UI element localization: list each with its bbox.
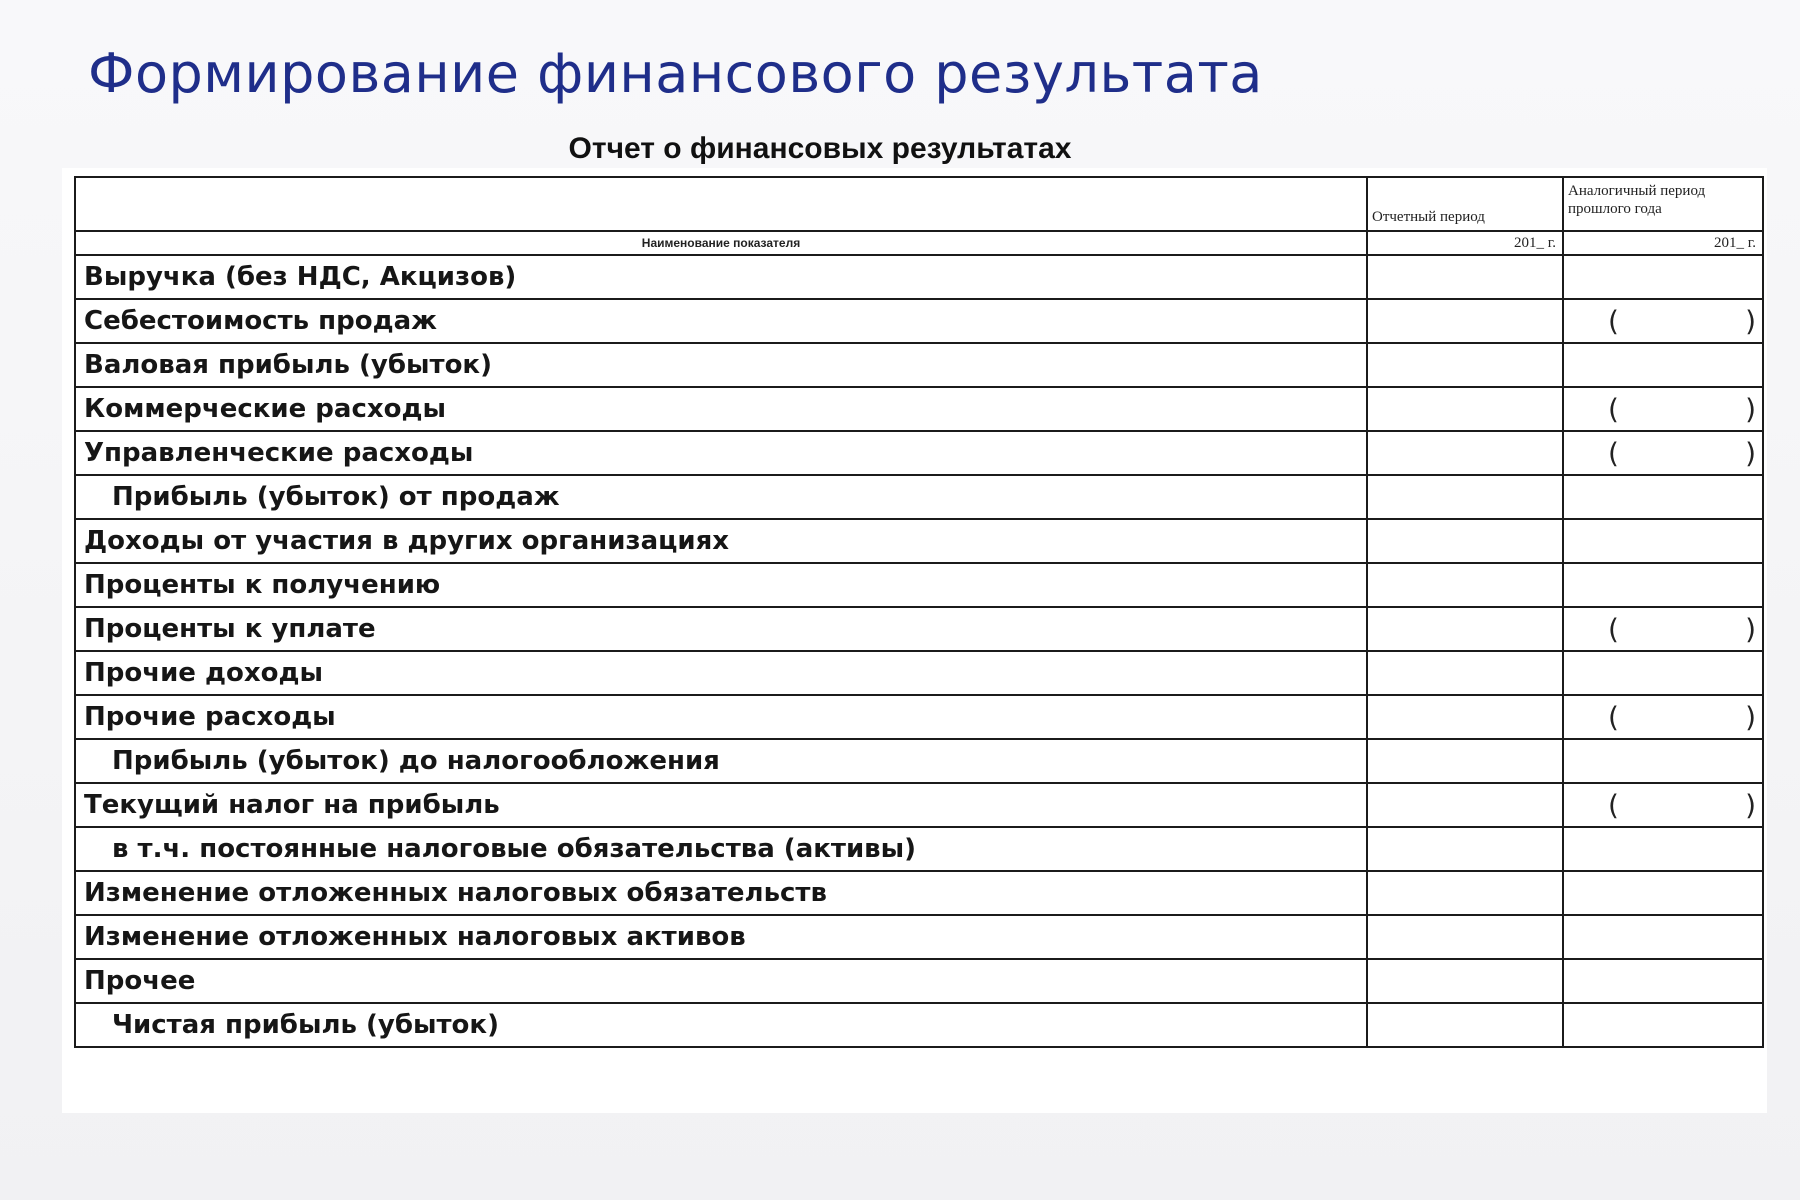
- previous-period-value-cell: [1563, 299, 1763, 343]
- previous-period-value-cell: [1563, 651, 1763, 695]
- previous-period-value-cell: [1563, 387, 1763, 431]
- open-parenthesis: (: [1608, 612, 1619, 646]
- table-header-row: [75, 177, 1763, 231]
- previous-period-value-cell: [1563, 563, 1763, 607]
- row-label: Прочее: [75, 959, 1367, 1003]
- current-period-value-cell: [1367, 827, 1563, 871]
- header-previous-year: 201_ г.: [1563, 231, 1763, 255]
- current-period-value-cell: [1367, 431, 1563, 475]
- row-label: в т.ч. постоянные налоговые обязательства (активы): [75, 827, 1367, 871]
- previous-period-value-cell: [1563, 783, 1763, 827]
- previous-period-value-cell: [1563, 1003, 1763, 1047]
- previous-period-value-cell: [1563, 915, 1763, 959]
- current-period-value-cell: [1367, 871, 1563, 915]
- current-period-value-cell: [1367, 959, 1563, 1003]
- previous-period-value-cell: [1563, 739, 1763, 783]
- header-empty-cell: [75, 177, 1367, 231]
- open-parenthesis: (: [1608, 700, 1619, 734]
- open-parenthesis: (: [1608, 392, 1619, 426]
- row-label: Выручка (без НДС, Акцизов): [75, 255, 1367, 299]
- row-label: Чистая прибыль (убыток): [75, 1003, 1367, 1047]
- current-period-value-cell: [1367, 915, 1563, 959]
- open-parenthesis: (: [1608, 304, 1619, 338]
- table-row: [75, 871, 1763, 915]
- row-label: Прибыль (убыток) от продаж: [75, 475, 1367, 519]
- current-period-value-cell: [1367, 783, 1563, 827]
- table-row: [75, 739, 1763, 783]
- table-row: [75, 1003, 1763, 1047]
- previous-period-value-cell: [1563, 255, 1763, 299]
- header-indicator-name: Наименование показателя: [75, 231, 1367, 255]
- table-row: [75, 915, 1763, 959]
- table-row: [75, 255, 1763, 299]
- row-label: Изменение отложенных налоговых обязательств: [75, 871, 1367, 915]
- current-period-value-cell: [1367, 695, 1563, 739]
- table-row: [75, 519, 1763, 563]
- open-parenthesis: (: [1608, 436, 1619, 470]
- current-period-value-cell: [1367, 651, 1563, 695]
- header-current-period: Отчетный период: [1367, 177, 1563, 231]
- row-label: Прочие расходы: [75, 695, 1367, 739]
- row-label: Доходы от участия в других организациях: [75, 519, 1367, 563]
- previous-period-value-cell: [1563, 959, 1763, 1003]
- table-row: [75, 299, 1763, 343]
- previous-period-value-cell: [1563, 343, 1763, 387]
- table-subheader-row: [75, 231, 1763, 255]
- current-period-value-cell: [1367, 607, 1563, 651]
- row-label: Текущий налог на прибыль: [75, 783, 1367, 827]
- financial-results-table: [74, 176, 1764, 1048]
- table-row: [75, 651, 1763, 695]
- table-body: [75, 177, 1763, 1047]
- row-label: Изменение отложенных налоговых активов: [75, 915, 1367, 959]
- row-label: Валовая прибыль (убыток): [75, 343, 1367, 387]
- table-row: [75, 475, 1763, 519]
- table-row: [75, 431, 1763, 475]
- current-period-value-cell: [1367, 299, 1563, 343]
- current-period-value-cell: [1367, 387, 1563, 431]
- table-row: [75, 783, 1763, 827]
- close-parenthesis: ): [1745, 304, 1756, 338]
- close-parenthesis: ): [1745, 700, 1756, 734]
- current-period-value-cell: [1367, 519, 1563, 563]
- close-parenthesis: ): [1745, 436, 1756, 470]
- row-label: Проценты к уплате: [75, 607, 1367, 651]
- report-title: Отчет о финансовых результатах: [568, 132, 1072, 165]
- previous-period-value-cell: [1563, 695, 1763, 739]
- row-label: Себестоимость продаж: [75, 299, 1367, 343]
- header-previous-period: Аналогичный период прошлого года: [1563, 177, 1763, 231]
- previous-period-value-cell: [1563, 607, 1763, 651]
- previous-period-value-cell: [1563, 827, 1763, 871]
- table-row: [75, 695, 1763, 739]
- table-row: [75, 387, 1763, 431]
- table-row: [75, 959, 1763, 1003]
- row-label: Управленческие расходы: [75, 431, 1367, 475]
- current-period-value-cell: [1367, 563, 1563, 607]
- row-label: Прибыль (убыток) до налогообложения: [75, 739, 1367, 783]
- current-period-value-cell: [1367, 475, 1563, 519]
- row-label: Прочие доходы: [75, 651, 1367, 695]
- table-row: [75, 563, 1763, 607]
- open-parenthesis: (: [1608, 788, 1619, 822]
- table-row: [75, 343, 1763, 387]
- current-period-value-cell: [1367, 1003, 1563, 1047]
- row-label: Проценты к получению: [75, 563, 1367, 607]
- current-period-value-cell: [1367, 739, 1563, 783]
- close-parenthesis: ): [1745, 612, 1756, 646]
- previous-period-value-cell: [1563, 871, 1763, 915]
- close-parenthesis: ): [1745, 788, 1756, 822]
- previous-period-value-cell: [1563, 519, 1763, 563]
- current-period-value-cell: [1367, 343, 1563, 387]
- previous-period-value-cell: [1563, 475, 1763, 519]
- current-period-value-cell: [1367, 255, 1563, 299]
- header-current-year: 201_ г.: [1367, 231, 1563, 255]
- slide-title: Формирование финансового результата: [88, 42, 1263, 105]
- close-parenthesis: ): [1745, 392, 1756, 426]
- table-row: [75, 607, 1763, 651]
- row-label: Коммерческие расходы: [75, 387, 1367, 431]
- table-row: [75, 827, 1763, 871]
- previous-period-value-cell: [1563, 431, 1763, 475]
